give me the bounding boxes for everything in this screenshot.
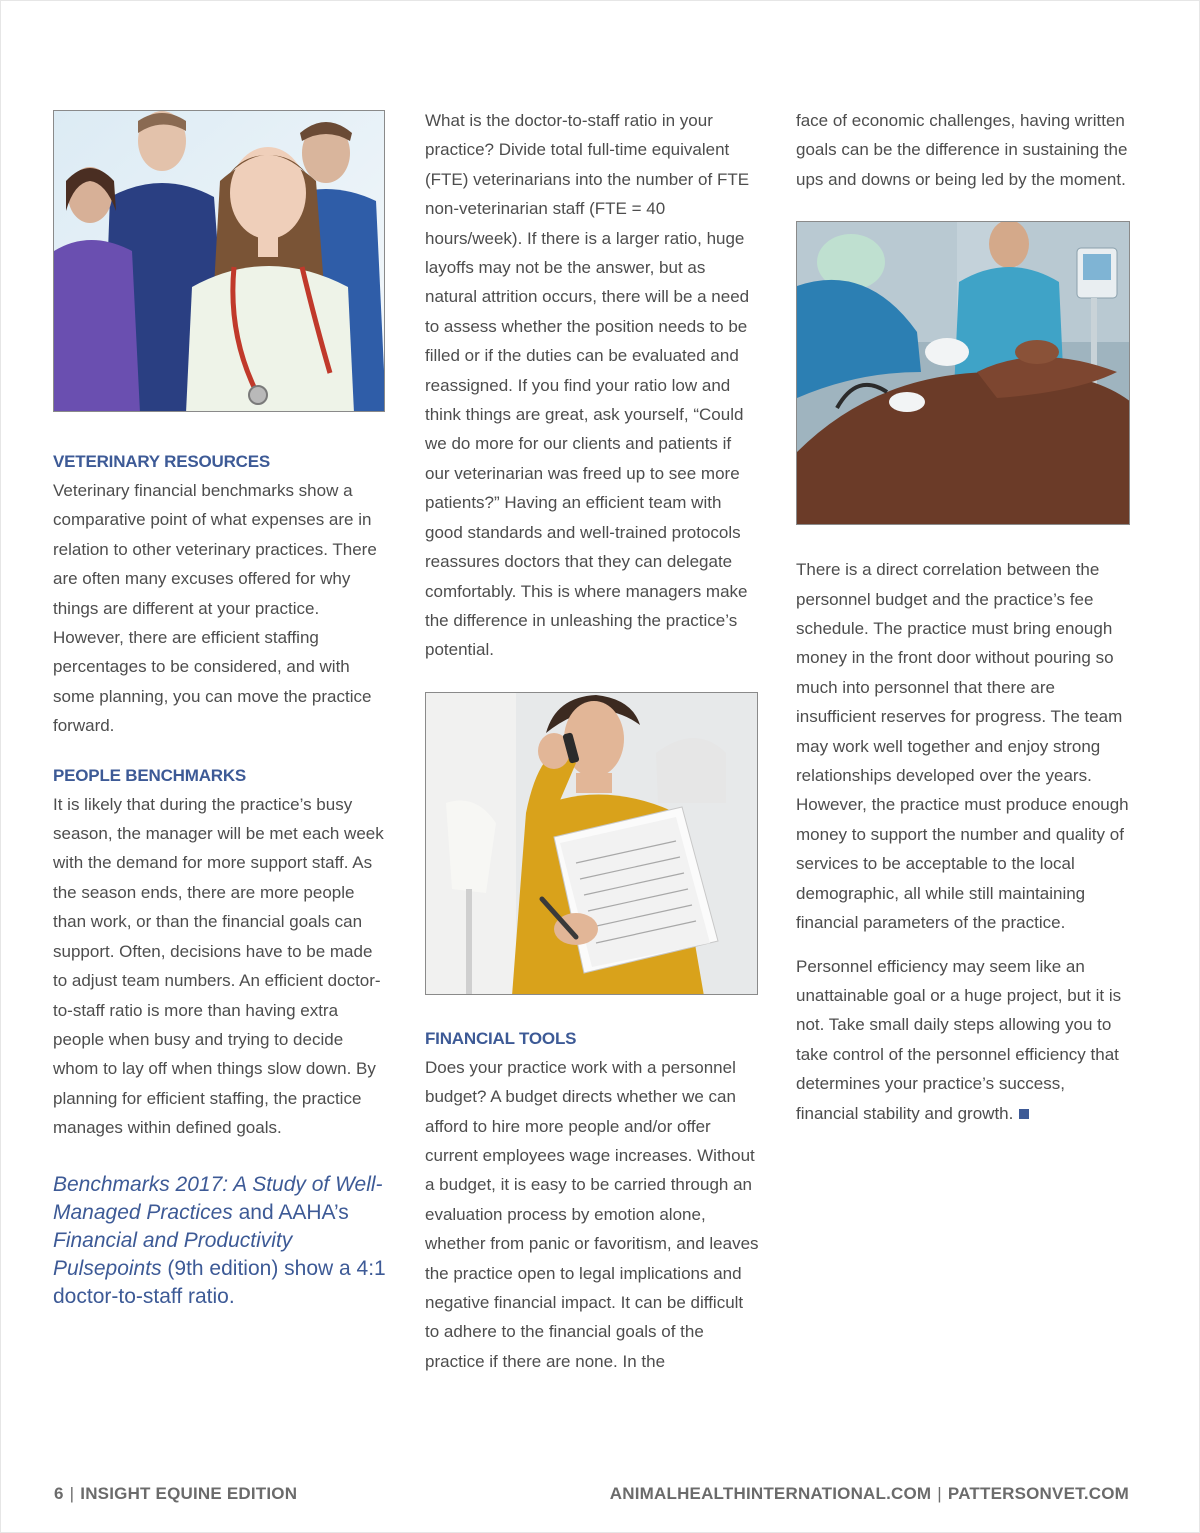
pull-quote [53,1171,387,1311]
column-1 [53,106,387,1311]
veterinary-resources-heading: VETERINARY RESOURCES [53,452,271,471]
horse-surgery-photo [796,221,1130,525]
footer-right [610,1484,1129,1504]
pull-quote-ending: (9th edition) show a 4:1 doctor-to-staff ratio. [53,1256,386,1308]
veterinary-resources-text: Veterinary financial benchmarks show a comparative point of what expenses are in relation to other veterinary practices. There are often many excuses offered for why things are different at your practice. However, there are efficient staffing percentages to be considered, and with some planning, you can move the practice forward. [53,481,377,736]
financial-tools-text: Does your practice work with a personnel budget? A budget directs whether we can afford to hire more people and/or offer current employees wage increases. Without a budget, it is easy to be carried through an evaluation process by emotion alone, whether from panic or favoritism, and leaves the practice open to legal implications and negative financial impact. It can be difficult to adhere to the financial goals of the practice if there are none. In the [425,1057,759,1371]
economic-challenges-text: face of economic challenges, having written goals can be the difference in sustaining the ups and downs or being led by the moment. [796,111,1128,189]
publication-name: INSIGHT EQUINE EDITION [80,1484,298,1503]
footer-separator-2: | [937,1484,942,1503]
end-of-article-mark [1019,1109,1029,1119]
woman-on-phone-illustration [426,693,758,995]
financial-tools-heading: FINANCIAL TOOLS [425,1028,577,1048]
footer-separator: | [69,1484,75,1503]
website-link-2[interactable]: PATTERSONVET.COM [947,1484,1129,1503]
correlation-text: There is a direct correlation between the personnel budget and the practice’s fee schedule. The practice must bring enough money in the front door without pouring so much into personnel that there are insufficient reserves for progress. The team may work well together and enjoy strong relationships developed over the years. However, the practice must produce enough money to support the number and quality of services to be acceptable to the local demographic, all while still maintaining financial parameters of the practice. [796,560,1129,933]
pull-quote-title-1: Benchmarks 2017: A Study of Well-Managed Practices [53,1172,383,1224]
woman-on-phone-photo [425,692,758,995]
ratio-text: What is the doctor-to-staff ratio in your practice? Divide total full-time equivalent (FTE) veterinarians into the number of FTE non-veterinarian staff (FTE = 40 hours/week). If there is a larger ratio, huge layoffs may not be the answer, but as natural attrition occurs, there will be a need to assess whether the position needs to be filled or if the duties can be evaluated and reassigned. If you find your ratio low and think things are great, ask yourself, “Could we do more for our clients and patients if our veterinarian was freed up to see more patients?” Having an efficient team with good standards and well-trained protocols reassures doctors that they can delegate comfortably. This is where managers make the difference in unleashing the practice’s potential. [425,111,750,660]
personnel-efficiency-sentence: Personnel efficiency may seem like an unattainable goal or a huge project, but it is not. Take small daily steps allowing you to take control of the personnel efficiency that determines your practice’s success, financial stability and growth. [796,956,1122,1123]
pull-quote-connector: and AAHA’s [232,1200,349,1224]
medical-team-photo [53,110,385,412]
footer-left [54,1484,297,1504]
column-3 [796,106,1131,1128]
medical-team-illustration [54,111,385,412]
personnel-efficiency-text [796,952,1131,1128]
website-link-1[interactable]: ANIMALHEALTHINTERNATIONAL.COM [609,1484,932,1503]
horse-surgery-illustration [797,222,1130,525]
people-benchmarks-text: It is likely that during the practice’s busy season, the manager will be met each week with the demand for more support staff. As the season ends, there are more people than work, or than the financial goals can support. Often, decisions have to be made to adjust team numbers. An efficient doctor-to-staff ratio is more than having extra people when busy and trying to decide whom to lay off when things slow down. By planning for efficient staffing, the practice manages within defined goals. [53,794,384,1138]
pull-quote-title-2: Financial and Productivity Pulsepoints [53,1228,293,1280]
people-benchmarks-heading: PEOPLE BENCHMARKS [53,765,247,785]
page-number: 6 [54,1484,64,1503]
column-2 [425,106,760,1376]
